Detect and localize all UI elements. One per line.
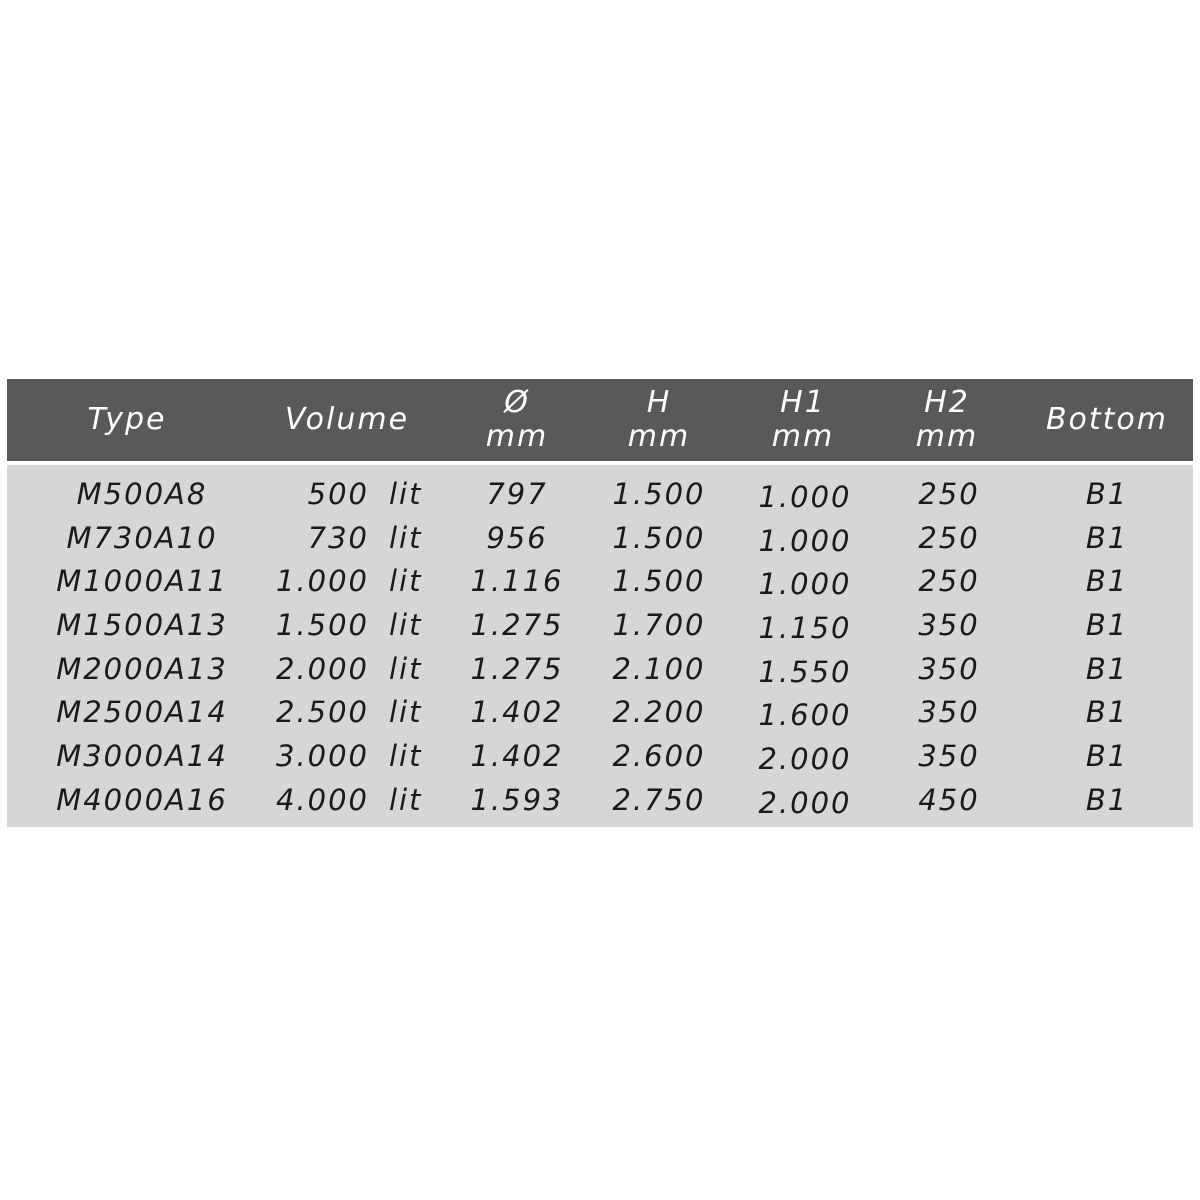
cell-diameter: 1.593 xyxy=(470,782,564,817)
cell-type: M500A8 xyxy=(76,477,208,511)
header-diameter-unit: mm xyxy=(485,419,549,454)
header-h2-label: H2 xyxy=(924,385,970,420)
cell-h2: 250 xyxy=(918,477,980,511)
header-h1 xyxy=(743,379,863,461)
cell-h: 1.700 xyxy=(612,608,706,643)
header-h-label: H xyxy=(646,385,672,420)
cell-volume-unit: lit xyxy=(389,782,423,817)
cell-volume: 500 xyxy=(307,477,369,511)
cell-h1: 2.000 xyxy=(758,742,852,777)
cell-volume: 4.000 xyxy=(275,782,369,817)
cell-bottom: B1 xyxy=(1085,651,1129,686)
cell-bottom: B1 xyxy=(1085,739,1129,774)
cell-h: 1.500 xyxy=(612,520,706,555)
cell-diameter: 1.402 xyxy=(470,695,564,730)
table-row xyxy=(7,735,1193,779)
cell-h2: 350 xyxy=(918,695,980,730)
cell-volume: 2.000 xyxy=(275,651,369,686)
cell-volume-unit: lit xyxy=(389,520,423,555)
cell-bottom: B1 xyxy=(1085,782,1129,817)
cell-volume-unit: lit xyxy=(389,651,423,686)
cell-volume-unit: lit xyxy=(389,608,423,643)
cell-bottom: B1 xyxy=(1085,695,1129,730)
table-row xyxy=(7,779,1193,823)
cell-h1: 1.550 xyxy=(758,654,852,689)
cell-h: 1.500 xyxy=(612,564,706,599)
cell-volume-unit: lit xyxy=(389,477,423,511)
cell-volume-unit: lit xyxy=(389,739,423,774)
cell-type: M4000A16 xyxy=(56,782,228,817)
cell-bottom: B1 xyxy=(1085,608,1129,643)
cell-volume-unit: lit xyxy=(389,564,423,599)
table-row xyxy=(7,560,1193,604)
cell-diameter: 1.275 xyxy=(470,651,564,686)
header-diameter-label: Ø xyxy=(504,385,530,420)
header-type-label: Type xyxy=(87,402,167,437)
cell-diameter: 956 xyxy=(486,520,548,555)
spec-table xyxy=(7,379,1193,827)
cell-h2: 350 xyxy=(918,651,980,686)
header-h-unit: mm xyxy=(627,419,691,454)
cell-volume: 1.500 xyxy=(275,608,369,643)
cell-h: 2.100 xyxy=(612,651,706,686)
cell-h: 2.200 xyxy=(612,695,706,730)
cell-h: 2.750 xyxy=(612,782,706,817)
header-h2 xyxy=(887,379,1007,461)
header-bottom xyxy=(1027,379,1187,461)
cell-h: 2.600 xyxy=(612,739,706,774)
cell-volume-unit: lit xyxy=(389,695,423,730)
cell-type: M3000A14 xyxy=(56,739,228,774)
header-bottom-label: Bottom xyxy=(1045,402,1169,437)
cell-diameter: 1.116 xyxy=(470,564,564,599)
cell-diameter: 797 xyxy=(486,477,548,511)
cell-bottom: B1 xyxy=(1085,477,1129,511)
cell-type: M730A10 xyxy=(66,520,218,555)
cell-type: M2000A13 xyxy=(56,651,228,686)
cell-h2: 250 xyxy=(918,564,980,599)
header-type xyxy=(27,379,227,461)
table-row xyxy=(7,648,1193,692)
header-h1-label: H1 xyxy=(780,385,826,420)
header-h1-unit: mm xyxy=(771,419,835,454)
header-volume-label: Volume xyxy=(284,402,410,437)
cell-h1: 1.000 xyxy=(758,523,852,558)
cell-h1: 1.000 xyxy=(758,567,852,602)
cell-h2: 350 xyxy=(918,739,980,774)
table-row xyxy=(7,473,1193,517)
cell-type: M2500A14 xyxy=(56,695,228,730)
table-body xyxy=(7,465,1193,827)
cell-volume: 730 xyxy=(307,520,369,555)
cell-type: M1000A11 xyxy=(56,564,228,599)
cell-diameter: 1.402 xyxy=(470,739,564,774)
cell-volume: 2.500 xyxy=(275,695,369,730)
cell-h1: 1.150 xyxy=(758,611,852,646)
cell-diameter: 1.275 xyxy=(470,608,564,643)
cell-h2: 350 xyxy=(918,608,980,643)
table-row xyxy=(7,604,1193,648)
cell-volume: 1.000 xyxy=(275,564,369,599)
cell-type: M1500A13 xyxy=(56,608,228,643)
cell-bottom: B1 xyxy=(1085,520,1129,555)
cell-h1: 2.000 xyxy=(758,785,852,820)
header-volume xyxy=(247,379,447,461)
table-row xyxy=(7,517,1193,561)
cell-h1: 1.000 xyxy=(758,480,852,514)
cell-h2: 450 xyxy=(918,782,980,817)
table-row xyxy=(7,691,1193,735)
header-h xyxy=(599,379,719,461)
header-diameter xyxy=(457,379,577,461)
header-h2-unit: mm xyxy=(915,419,979,454)
cell-h2: 250 xyxy=(918,520,980,555)
cell-h: 1.500 xyxy=(612,477,706,511)
table-header xyxy=(7,379,1193,461)
cell-h1: 1.600 xyxy=(758,698,852,733)
cell-bottom: B1 xyxy=(1085,564,1129,599)
cell-volume: 3.000 xyxy=(275,739,369,774)
